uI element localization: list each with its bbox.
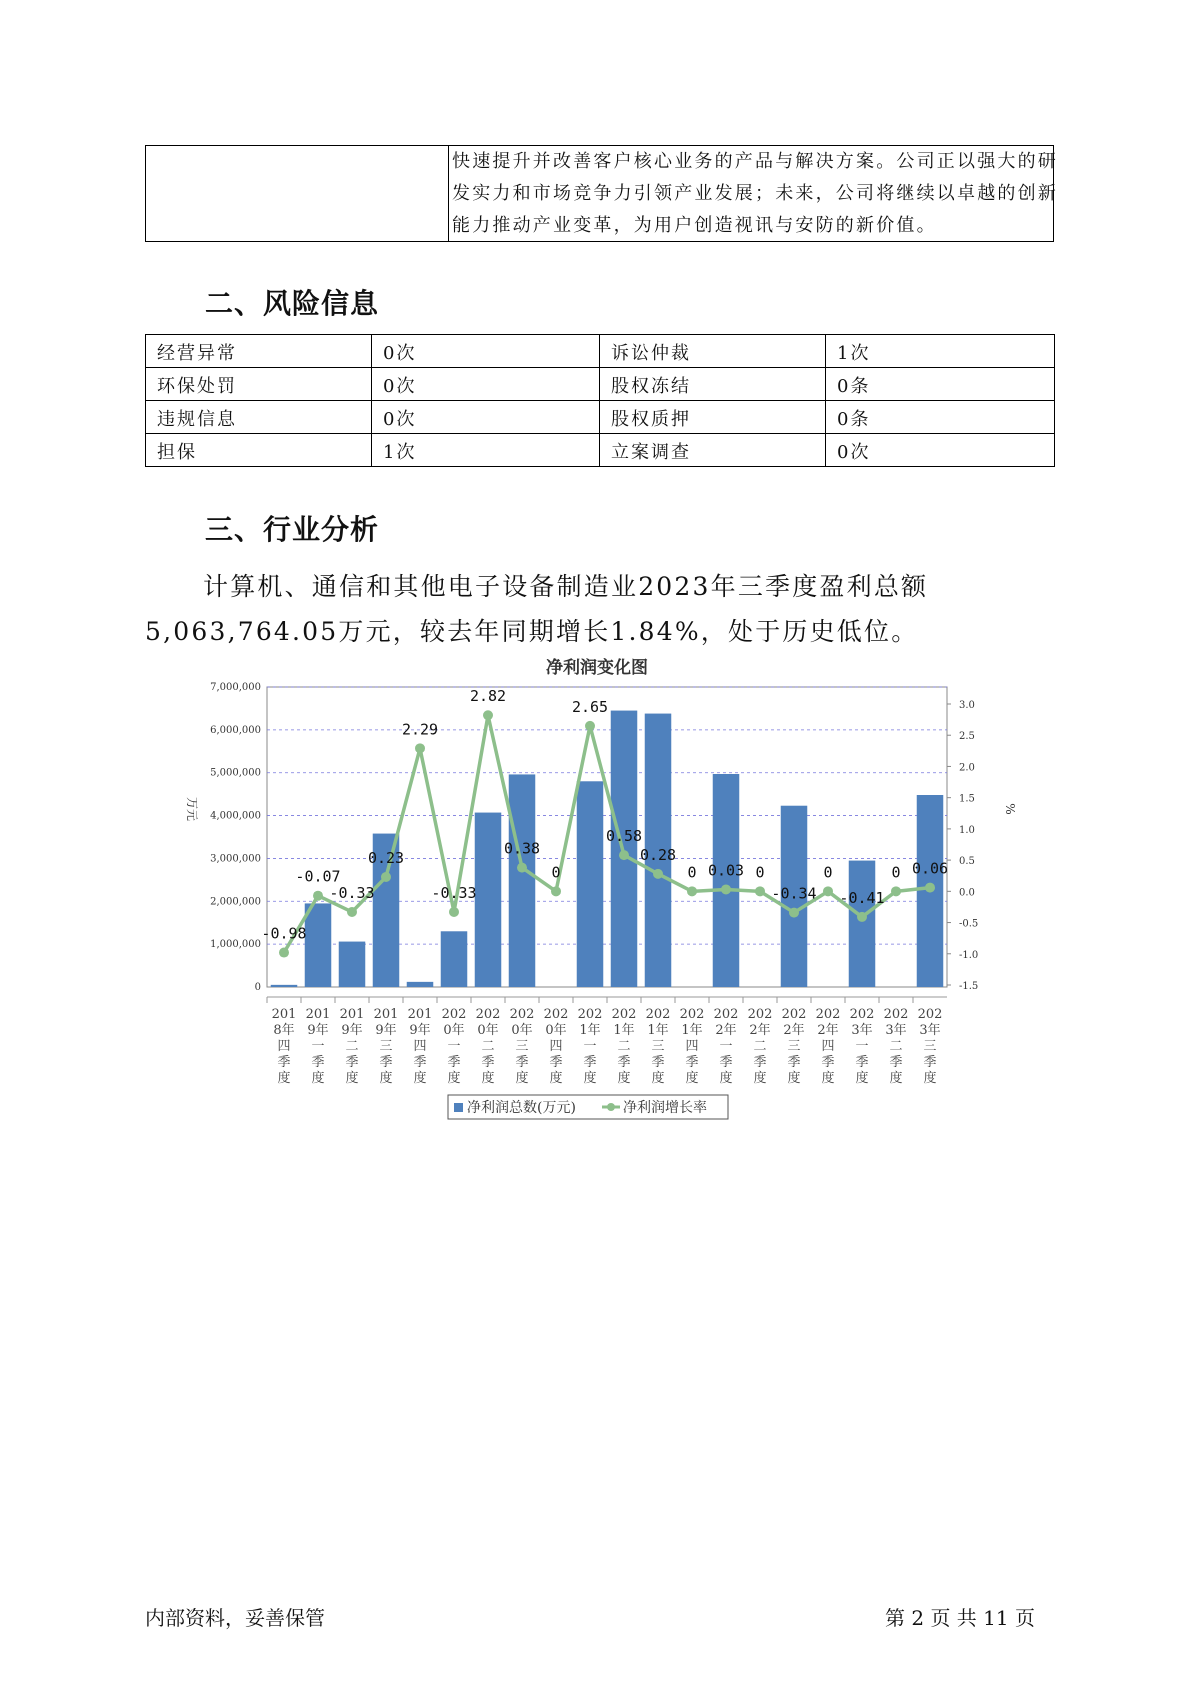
x-tick-label: 四 — [685, 1039, 699, 1054]
profile-table-value-cell — [450, 146, 1058, 241]
industry-paragraph-line: 5,063,764.05万元，较去年同期增长1.84%，处于历史低位。 — [145, 617, 919, 646]
x-tick-label: 201 — [339, 1007, 365, 1022]
y2-axis-label: % — [1003, 803, 1017, 815]
y-tick-label: 1,000,000 — [210, 939, 261, 951]
profile-text-line: 发实力和市场竞争力引领产业发展；未来，公司将继续以卓越的创新 — [452, 183, 1058, 204]
table-row — [146, 368, 1055, 401]
x-tick-label: 季 — [685, 1055, 699, 1070]
bar — [441, 931, 468, 987]
risk-value: 1次 — [826, 335, 1055, 368]
x-tick-label: 三 — [515, 1039, 529, 1054]
risk-label: 立案调查 — [600, 434, 826, 467]
growth-data-label: 0 — [755, 863, 765, 882]
growth-point — [619, 850, 629, 860]
y-tick-label: 4,000,000 — [210, 810, 261, 822]
x-tick-label: 季 — [651, 1055, 665, 1070]
x-tick-label: 201 — [305, 1007, 331, 1022]
x-tick-label: 度 — [413, 1071, 427, 1086]
x-tick-label: 度 — [311, 1071, 325, 1086]
x-tick-label: 季 — [277, 1055, 291, 1070]
x-tick-label: 202 — [679, 1007, 705, 1022]
x-tick-label: 0年 — [443, 1023, 465, 1038]
growth-point — [415, 743, 425, 753]
x-tick-label: 2年 — [817, 1023, 839, 1038]
risk-label: 股权冻结 — [600, 368, 826, 401]
x-tick-label: 202 — [917, 1007, 943, 1022]
y-tick-label: 7,000,000 — [210, 682, 261, 693]
x-tick-label: 二 — [345, 1039, 359, 1054]
x-tick-label: 1年 — [647, 1023, 669, 1038]
x-tick-label: 度 — [277, 1071, 291, 1086]
x-tick-label: 8年 — [273, 1023, 295, 1038]
x-tick-label: 度 — [549, 1071, 563, 1086]
y2-tick-label: -1.5 — [959, 981, 979, 992]
chart-title: 净利润变化图 — [546, 658, 648, 678]
x-tick-label: 202 — [815, 1007, 841, 1022]
growth-point — [449, 907, 459, 917]
x-tick-label: 度 — [685, 1071, 699, 1086]
growth-data-label: 0.28 — [639, 845, 677, 864]
x-tick-label: 四 — [413, 1039, 427, 1054]
x-tick-label: 3年 — [885, 1023, 907, 1038]
x-tick-label: 2年 — [715, 1023, 737, 1038]
y-tick-label: 2,000,000 — [210, 896, 261, 908]
risk-label: 担保 — [146, 434, 372, 467]
bar — [305, 903, 332, 987]
legend-bar-swatch — [454, 1103, 463, 1112]
legend-line-marker — [607, 1103, 615, 1111]
growth-point — [823, 886, 833, 896]
x-tick-label: 度 — [855, 1071, 869, 1086]
growth-data-label: 0 — [687, 863, 697, 882]
risk-value: 0次 — [372, 401, 600, 434]
y-axis-label: 万元 — [185, 796, 199, 822]
x-tick-label: 四 — [821, 1039, 835, 1054]
x-tick-label: 9年 — [307, 1023, 329, 1038]
profile-text-line: 快速提升并改善客户核心业务的产品与解决方案。公司正以强大的研 — [452, 151, 1058, 172]
table-row — [146, 401, 1055, 434]
x-tick-label: 季 — [753, 1055, 767, 1070]
y2-tick-label: -1.0 — [959, 949, 979, 961]
bar — [713, 774, 740, 987]
y2-tick-label: 2.0 — [959, 762, 975, 774]
x-tick-label: 1年 — [579, 1023, 601, 1038]
x-tick-label: 季 — [447, 1055, 461, 1070]
x-tick-label: 3年 — [851, 1023, 873, 1038]
y2-tick-label: 1.0 — [959, 824, 975, 836]
growth-data-label: -0.33 — [329, 883, 375, 902]
x-tick-label: 度 — [719, 1071, 733, 1086]
x-tick-label: 202 — [713, 1007, 739, 1022]
table-row — [146, 434, 1055, 467]
x-tick-label: 季 — [549, 1055, 563, 1070]
growth-point — [857, 912, 867, 922]
x-tick-label: 度 — [583, 1071, 597, 1086]
growth-data-label: 0 — [891, 863, 901, 882]
table-row — [146, 335, 1055, 368]
risk-value: 0次 — [372, 368, 600, 401]
x-tick-label: 202 — [849, 1007, 875, 1022]
growth-point — [483, 710, 493, 720]
y-tick-label: 5,000,000 — [210, 767, 261, 779]
industry-paragraph-line: 计算机、通信和其他电子设备制造业2023年三季度盈利总额 — [203, 572, 929, 601]
x-tick-label: 一 — [311, 1039, 325, 1054]
x-tick-label: 季 — [923, 1055, 937, 1070]
y2-tick-label: 0.0 — [959, 887, 975, 899]
x-tick-label: 二 — [753, 1039, 767, 1054]
growth-data-label: 0.58 — [605, 827, 643, 846]
x-tick-label: 度 — [889, 1071, 903, 1086]
growth-data-label: -0.07 — [295, 867, 341, 886]
x-tick-label: 201 — [373, 1007, 399, 1022]
risk-label: 经营异常 — [146, 335, 372, 368]
profile-text-line: 能力推动产业变革，为用户创造视讯与安防的新价值。 — [452, 215, 937, 236]
x-tick-label: 季 — [719, 1055, 733, 1070]
risk-value: 0次 — [826, 434, 1055, 467]
y-tick-label: 3,000,000 — [210, 853, 261, 865]
y2-tick-label: 3.0 — [959, 700, 975, 711]
x-tick-label: 季 — [583, 1055, 597, 1070]
x-tick-label: 季 — [413, 1055, 427, 1070]
growth-data-label: -0.41 — [839, 888, 885, 907]
section-heading-risk: 二、风险信息 — [205, 287, 380, 320]
growth-data-label: 0.38 — [503, 839, 541, 858]
x-tick-label: 二 — [617, 1039, 631, 1054]
x-tick-label: 201 — [271, 1007, 297, 1022]
growth-point — [925, 883, 935, 893]
growth-point — [551, 886, 561, 896]
bar — [849, 861, 876, 987]
y2-tick-label: 0.5 — [959, 856, 975, 868]
x-tick-label: 度 — [651, 1071, 665, 1086]
growth-data-label: 2.29 — [401, 720, 439, 739]
x-tick-label: 二 — [481, 1039, 495, 1054]
bar — [577, 781, 604, 987]
x-tick-label: 三 — [923, 1039, 937, 1054]
growth-point — [313, 891, 323, 901]
x-tick-label: 季 — [481, 1055, 495, 1070]
x-tick-label: 度 — [617, 1071, 631, 1086]
x-tick-label: 季 — [345, 1055, 359, 1070]
x-tick-label: 度 — [379, 1071, 393, 1086]
y2-tick-label: -0.5 — [959, 918, 979, 930]
x-tick-label: 季 — [311, 1055, 325, 1070]
x-tick-label: 9年 — [409, 1023, 431, 1038]
x-tick-label: 三 — [651, 1039, 665, 1054]
risk-label: 股权质押 — [600, 401, 826, 434]
growth-data-label: -0.34 — [771, 884, 817, 903]
bar — [475, 813, 502, 987]
x-tick-label: 一 — [447, 1039, 461, 1054]
x-tick-label: 度 — [447, 1071, 461, 1086]
x-tick-label: 9年 — [341, 1023, 363, 1038]
x-tick-label: 度 — [345, 1071, 359, 1086]
growth-data-label: 2.82 — [469, 687, 507, 706]
x-tick-label: 度 — [481, 1071, 495, 1086]
growth-point — [721, 884, 731, 894]
x-tick-label: 202 — [883, 1007, 909, 1022]
x-tick-label: 度 — [753, 1071, 767, 1086]
x-tick-label: 一 — [855, 1039, 869, 1054]
x-tick-label: 度 — [821, 1071, 835, 1086]
x-tick-label: 四 — [549, 1039, 563, 1054]
risk-value: 0次 — [372, 335, 600, 368]
growth-data-label: -0.98 — [261, 924, 307, 943]
legend-line-label: 净利润增长率 — [623, 1100, 707, 1116]
growth-point — [279, 948, 289, 958]
bar — [509, 774, 536, 987]
risk-value: 0条 — [826, 368, 1055, 401]
x-tick-label: 度 — [923, 1071, 937, 1086]
net-profit-chart — [180, 658, 1040, 1135]
x-tick-label: 2年 — [749, 1023, 771, 1038]
x-tick-label: 0年 — [511, 1023, 533, 1038]
x-tick-label: 202 — [611, 1007, 637, 1022]
bar — [407, 982, 434, 987]
growth-data-label: 0 — [823, 863, 833, 882]
profile-table-continued — [145, 145, 1058, 242]
x-tick-label: 二 — [889, 1039, 903, 1054]
x-tick-label: 一 — [719, 1039, 733, 1054]
bar — [339, 942, 366, 987]
risk-label: 违规信息 — [146, 401, 372, 434]
x-tick-label: 201 — [407, 1007, 433, 1022]
growth-point — [381, 872, 391, 882]
x-tick-label: 1年 — [681, 1023, 703, 1038]
growth-data-label: 0.03 — [707, 861, 745, 880]
x-tick-label: 202 — [577, 1007, 603, 1022]
x-tick-label: 三 — [379, 1039, 393, 1054]
profile-table-label-cell — [146, 146, 449, 241]
y-tick-label: 6,000,000 — [210, 724, 261, 736]
footer-confidential-note: 内部资料，妥善保管 — [145, 1606, 325, 1630]
x-tick-label: 9年 — [375, 1023, 397, 1038]
x-tick-label: 0年 — [477, 1023, 499, 1038]
x-tick-label: 季 — [889, 1055, 903, 1070]
x-tick-label: 度 — [515, 1071, 529, 1086]
growth-point — [653, 869, 663, 879]
growth-data-label: -0.33 — [431, 883, 477, 902]
x-tick-label: 202 — [509, 1007, 535, 1022]
growth-data-label: 2.65 — [571, 697, 609, 716]
x-tick-label: 季 — [855, 1055, 869, 1070]
risk-value: 1次 — [372, 434, 600, 467]
x-tick-label: 202 — [645, 1007, 671, 1022]
risk-label: 诉讼仲裁 — [600, 335, 826, 368]
x-tick-label: 季 — [787, 1055, 801, 1070]
y2-tick-label: 2.5 — [959, 731, 975, 743]
growth-point — [585, 721, 595, 731]
x-tick-label: 2年 — [783, 1023, 805, 1038]
x-tick-label: 1年 — [613, 1023, 635, 1038]
growth-point — [347, 907, 357, 917]
x-tick-label: 202 — [747, 1007, 773, 1022]
growth-point — [687, 886, 697, 896]
x-tick-label: 度 — [787, 1071, 801, 1086]
x-tick-label: 202 — [441, 1007, 467, 1022]
x-tick-label: 3年 — [919, 1023, 941, 1038]
x-tick-label: 0年 — [545, 1023, 567, 1038]
x-tick-label: 季 — [821, 1055, 835, 1070]
x-tick-label: 季 — [379, 1055, 393, 1070]
risk-table — [145, 334, 1055, 467]
x-tick-label: 202 — [475, 1007, 501, 1022]
x-tick-label: 202 — [781, 1007, 807, 1022]
legend-bar-label: 净利润总数(万元) — [467, 1100, 576, 1116]
growth-data-label: 0.06 — [911, 859, 949, 878]
y2-tick-label: 1.5 — [959, 793, 975, 805]
growth-data-label: 0 — [551, 863, 561, 882]
risk-value: 0条 — [826, 401, 1055, 434]
y-tick-label: 0 — [254, 982, 261, 993]
x-tick-label: 季 — [515, 1055, 529, 1070]
growth-point — [891, 886, 901, 896]
x-tick-label: 202 — [543, 1007, 569, 1022]
footer-page-number: 第 2 页 共 11 页 — [885, 1606, 1035, 1630]
x-tick-label: 四 — [277, 1039, 291, 1054]
bar — [271, 985, 298, 987]
x-tick-label: 三 — [787, 1039, 801, 1054]
x-tick-label: 季 — [617, 1055, 631, 1070]
growth-point — [755, 886, 765, 896]
x-tick-label: 一 — [583, 1039, 597, 1054]
risk-label: 环保处罚 — [146, 368, 372, 401]
growth-point — [789, 908, 799, 918]
growth-data-label: 0.23 — [367, 848, 405, 867]
section-heading-industry: 三、行业分析 — [205, 513, 380, 546]
growth-point — [517, 863, 527, 873]
